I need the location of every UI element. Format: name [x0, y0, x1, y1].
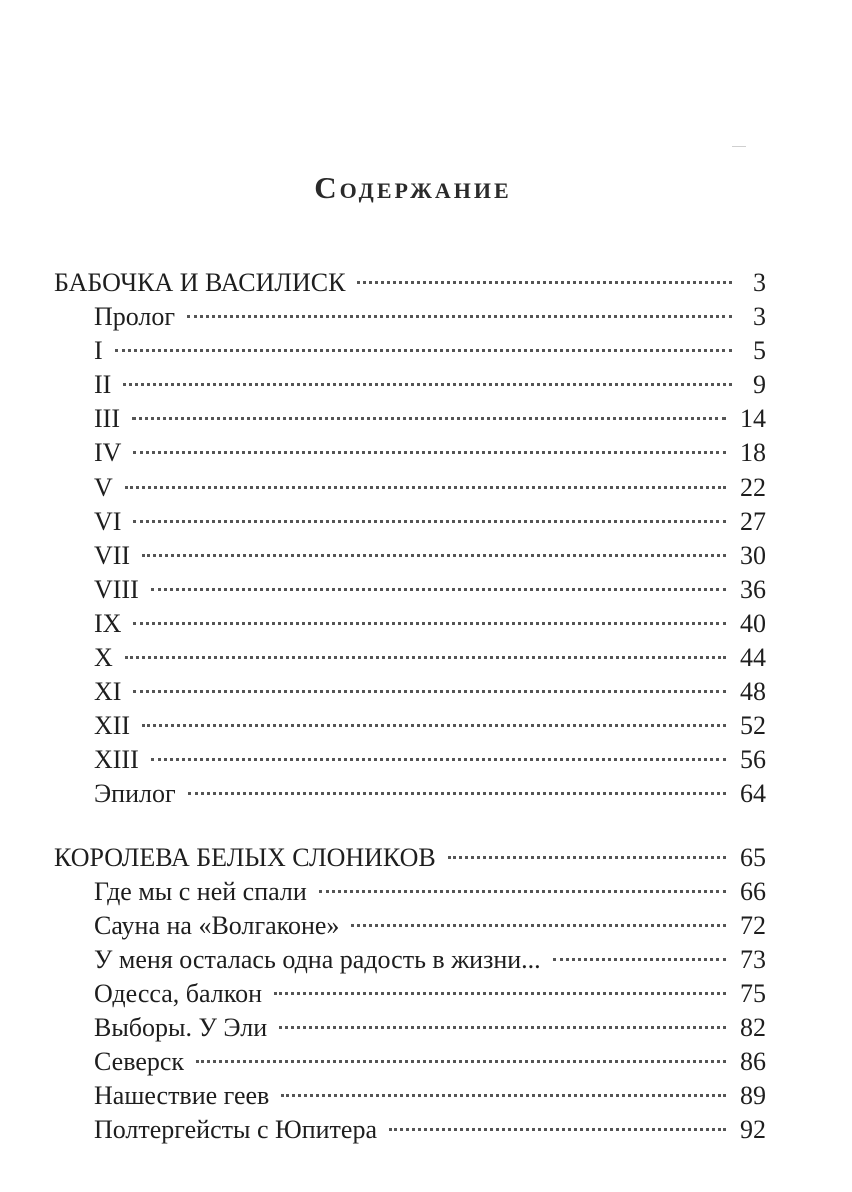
page-number: 48 — [740, 677, 766, 707]
toc-entry-title: Пролог — [94, 302, 176, 332]
dot-leader — [279, 1026, 726, 1029]
dot-leader — [389, 1128, 726, 1131]
toc-entry-title: Одесса, балкон — [94, 978, 262, 1008]
dot-leader — [196, 1060, 726, 1063]
toc-entry-title: IX — [94, 608, 122, 638]
toc-entry[interactable] — [54, 1113, 766, 1147]
toc-entry-title: Северск — [94, 1047, 185, 1077]
toc-entry-title: VII — [94, 540, 131, 570]
toc-entry[interactable] — [54, 1045, 766, 1079]
toc-entry[interactable] — [54, 977, 766, 1011]
dot-leader — [115, 349, 732, 352]
toc-entry[interactable] — [54, 334, 766, 368]
toc-entry-title: XIII — [94, 745, 139, 775]
page-title: Содержание — [314, 170, 512, 205]
toc-entry-title: I — [94, 336, 103, 366]
page-number: 40 — [740, 608, 766, 638]
page-number: 14 — [740, 404, 766, 434]
toc-section-title: БАБОЧКА И ВАСИЛИСК — [54, 268, 346, 297]
toc-entry-title: V — [94, 472, 113, 502]
dot-leader — [274, 992, 726, 995]
dot-leader — [151, 758, 726, 761]
toc-entry-title: VI — [94, 506, 122, 536]
toc-section-heading[interactable] — [54, 841, 766, 875]
page-number: 86 — [740, 1047, 766, 1077]
toc-entry[interactable] — [54, 505, 766, 539]
dot-leader — [553, 958, 726, 961]
toc-entry-title: Где мы с ней спали — [94, 876, 307, 906]
scan-mark — [732, 146, 746, 147]
toc-entry[interactable] — [54, 777, 766, 811]
page-number: 3 — [753, 268, 766, 297]
toc-entry[interactable] — [54, 909, 766, 943]
toc-entry-title: XII — [94, 711, 131, 741]
dot-leader — [448, 856, 726, 859]
page-number: 72 — [740, 910, 766, 940]
dot-leader — [125, 486, 726, 489]
page-number: 5 — [753, 336, 766, 366]
page-number: 65 — [740, 842, 766, 872]
toc-entry[interactable] — [54, 539, 766, 573]
page-number: 30 — [740, 540, 766, 570]
toc-entry[interactable] — [54, 402, 766, 436]
page-number: 52 — [740, 711, 766, 741]
dot-leader — [188, 792, 726, 795]
table-of-contents — [54, 266, 766, 1176]
page-number: 89 — [740, 1081, 766, 1111]
toc-entry-title: Сауна на «Волгаконе» — [94, 910, 340, 940]
toc-section-heading[interactable] — [54, 266, 766, 300]
dot-leader — [187, 315, 732, 318]
page-number: 64 — [740, 779, 766, 809]
toc-entry[interactable] — [54, 743, 766, 777]
toc-entry[interactable] — [54, 471, 766, 505]
toc-entry[interactable] — [54, 300, 766, 334]
toc-entry-title: Нашествие геев — [94, 1081, 270, 1111]
toc-entry[interactable] — [54, 675, 766, 709]
toc-entry[interactable] — [54, 368, 766, 402]
toc-entry[interactable] — [54, 607, 766, 641]
page-number: 27 — [740, 506, 766, 536]
dot-leader — [151, 588, 726, 591]
toc-entry-title: Выборы. У Эли — [94, 1012, 268, 1042]
toc-entry[interactable] — [54, 436, 766, 470]
toc-entry-title: VIII — [94, 574, 139, 604]
toc-entry[interactable] — [54, 641, 766, 675]
dot-leader — [123, 383, 732, 386]
page-number: 22 — [740, 472, 766, 502]
dot-leader — [351, 924, 726, 927]
toc-entry-title: X — [94, 643, 113, 673]
page-number: 73 — [740, 944, 766, 974]
dot-leader — [319, 890, 726, 893]
toc-entry-title: У меня осталась одна радость в жизни... — [94, 944, 541, 974]
dot-leader — [132, 417, 726, 420]
dot-leader — [357, 281, 732, 284]
page-number: 9 — [753, 370, 766, 400]
toc-entry[interactable] — [54, 1011, 766, 1045]
page-number: 75 — [740, 978, 766, 1008]
toc-entry[interactable] — [54, 709, 766, 743]
page-number: 56 — [740, 745, 766, 775]
dot-leader — [142, 724, 726, 727]
toc-section — [54, 266, 766, 812]
toc-entry-title: Полтергейсты с Юпитера — [94, 1115, 377, 1145]
dot-leader — [281, 1094, 726, 1097]
toc-entry[interactable] — [54, 943, 766, 977]
page-number: 92 — [740, 1115, 766, 1145]
toc-entry[interactable] — [54, 573, 766, 607]
toc-entry-title: IV — [94, 438, 122, 468]
page-number: 36 — [740, 574, 766, 604]
toc-section — [54, 841, 766, 1148]
page-number: 66 — [740, 876, 766, 906]
page-number: 3 — [753, 302, 766, 332]
dot-leader — [142, 554, 726, 557]
page-number: 44 — [740, 643, 766, 673]
toc-entry[interactable] — [54, 875, 766, 909]
dot-leader — [133, 520, 726, 523]
toc-entry-title: II — [94, 370, 112, 400]
dot-leader — [133, 451, 726, 454]
toc-entry[interactable] — [54, 1079, 766, 1113]
page-number: 82 — [740, 1012, 766, 1042]
dot-leader — [133, 690, 726, 693]
dot-leader — [133, 622, 726, 625]
toc-entry-title: Эпилог — [94, 779, 176, 809]
toc-entry-title: XI — [94, 677, 122, 707]
page-number: 18 — [740, 438, 766, 468]
toc-section-title: КОРОЛЕВА БЕЛЫХ СЛОНИКОВ — [54, 842, 436, 872]
toc-entry-title: III — [94, 404, 120, 434]
dot-leader — [125, 656, 726, 659]
